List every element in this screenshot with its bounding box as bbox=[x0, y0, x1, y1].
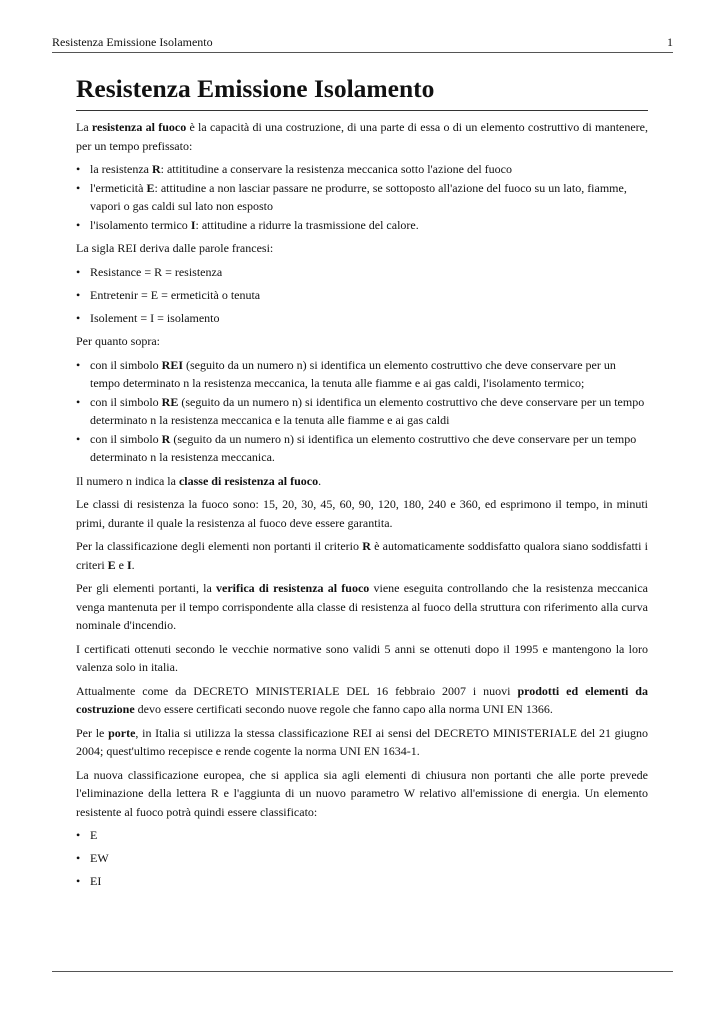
bold-term: classe di resistenza al fuoco bbox=[178, 473, 319, 488]
text: con il simbolo bbox=[90, 357, 162, 372]
paragraph: I certificati ottenuti secondo le vecchie normative sono validi 5 anni se ottenuti dopo il 1995 e mantengono la loro valenza solo in italia. bbox=[76, 641, 648, 674]
page-number: 1 bbox=[667, 35, 673, 49]
list-item bbox=[76, 356, 648, 393]
bold-term: I bbox=[190, 217, 196, 232]
text: Per gli elementi portanti, la bbox=[76, 581, 217, 595]
text: : attitudine a non lasciar passare ne produrre, se sottoposto all'azione del fuoco su un lato, fiamme, vapori o gas caldi sul lato non esposto bbox=[90, 180, 627, 213]
text: la resistenza bbox=[90, 162, 152, 176]
text: . bbox=[131, 557, 135, 572]
running-header bbox=[52, 34, 673, 53]
text: : attitudine a ridurre la trasmissione del calore. bbox=[195, 217, 419, 232]
bold-term: E bbox=[107, 557, 116, 572]
text: è la capacità di una costruzione, di una parte di essa o di un elemento costruttivo di mantenere, per un tempo prefissato: bbox=[76, 120, 649, 153]
list-item: • E bbox=[76, 826, 648, 845]
text: La bbox=[76, 120, 92, 134]
running-header-title: Resistenza Emissione Isolamento bbox=[52, 35, 213, 49]
text: e bbox=[115, 557, 127, 572]
text: è automaticamente soddisfatto qualora siano soddisfatti i criteri bbox=[76, 539, 648, 572]
list-item: • Entretenir = E = ermeticità o tenuta bbox=[76, 286, 648, 305]
bold-term: verifica di resistenza al fuoco bbox=[216, 581, 370, 595]
paragraph bbox=[76, 537, 648, 574]
paragraph bbox=[76, 724, 648, 761]
text: con il simbolo bbox=[90, 431, 162, 446]
bold-term: REI bbox=[161, 357, 184, 372]
list-item bbox=[76, 430, 648, 467]
text: , in Italia si utilizza la stessa classificazione REI ai sensi del DECRETO MINISTERIALE del 21 giugno 2004; quest'ultimo recepisce e rende cogente la norma UNI EN 1634-1. bbox=[76, 725, 649, 758]
text: : attititudine a conservare la resistenza meccanica sotto l'azione del fuoco bbox=[160, 162, 512, 176]
bold-term: resistenza al fuoco bbox=[91, 120, 187, 134]
text: Per le bbox=[76, 725, 109, 740]
bold-term: I bbox=[127, 557, 132, 572]
text: con il simbolo bbox=[90, 394, 162, 409]
paragraph bbox=[76, 472, 648, 491]
bold-term: porte bbox=[108, 725, 136, 740]
text: . bbox=[318, 473, 322, 488]
text: viene eseguita controllando che la resistenza meccanica venga mantenuta per il tempo corrispondente alla classe di resistenza al fuoco della struttura con riferimento alla curva nominale d'incendio. bbox=[76, 581, 648, 632]
text: devo essere certificati secondo nuove regole che fanno capo alla norma UNI EN 1366. bbox=[134, 702, 553, 716]
intro-paragraph bbox=[76, 118, 648, 155]
list-item: • Isolement = I = isolamento bbox=[76, 309, 648, 328]
list-item: • Resistance = R = resistenza bbox=[76, 263, 648, 282]
bold-term: R bbox=[161, 431, 171, 446]
text: Il numero n indica la bbox=[76, 473, 179, 488]
symbols-list bbox=[76, 356, 648, 467]
bold-term: prodotti ed elementi da costruzione bbox=[76, 683, 648, 716]
french-words-list bbox=[76, 263, 648, 328]
paragraph: La sigla REI deriva dalle parole francesi: bbox=[76, 241, 274, 255]
paragraph: Per quanto sopra: bbox=[76, 334, 160, 348]
document-body bbox=[76, 70, 648, 896]
list-item bbox=[76, 216, 648, 235]
text: (seguito da un numero n) si identifica un elemento costruttivo che deve conservare per un tempo determinato n la resistenza meccanica. bbox=[90, 431, 637, 464]
text: (seguito da un numero n) si identifica un elemento costruttivo che deve conservare per un tempo determinato n la resistenza meccanica e la tenuta alle fiamme e ai gas caldi bbox=[90, 394, 645, 427]
bold-term: RE bbox=[161, 394, 179, 409]
list-item bbox=[76, 160, 648, 179]
classification-list bbox=[76, 826, 648, 891]
list-item bbox=[76, 179, 648, 216]
bold-term: R bbox=[151, 162, 161, 176]
list-item: • EW bbox=[76, 849, 648, 868]
text: l'isolamento termico bbox=[90, 217, 191, 232]
footer-divider bbox=[52, 971, 673, 972]
text: Attualmente come da DECRETO MINISTERIALE DEL 16 febbraio 2007 i nuovi bbox=[76, 683, 518, 698]
properties-list bbox=[76, 160, 648, 234]
paragraph bbox=[76, 682, 648, 719]
paragraph bbox=[76, 579, 648, 635]
page-title: Resistenza Emissione Isolamento bbox=[76, 70, 648, 111]
bold-term: R bbox=[362, 539, 371, 553]
text: Per la classificazione degli elementi non portanti il criterio bbox=[76, 539, 363, 553]
text: l'ermeticità bbox=[90, 180, 147, 195]
paragraph: La nuova classificazione europea, che si applica sia agli elementi di chiusura non portanti che alle porte prevede l'eliminazione della lettera R e l'aggiunta di un nuovo parametro W relativo all'emissione di energia. Un elemento resistente al fuoco potrà quindi essere classificato: bbox=[76, 767, 648, 819]
list-item: • EI bbox=[76, 872, 648, 891]
text: (seguito da un numero n) si identifica un elemento costruttivo che deve conservare per un tempo determinato n la resistenza meccanica, la tenuta alle fiamme e ai gas caldi, l'isolamento termico; bbox=[90, 357, 616, 390]
bold-term: E bbox=[146, 180, 155, 195]
paragraph: Le classi di resistenza la fuoco sono: 15, 20, 30, 45, 60, 90, 120, 180, 240 e 360, ed esprimono il tempo, in minuti primi, durante il quale la resistenza al fuoco deve essere garantita. bbox=[76, 497, 648, 530]
list-item bbox=[76, 393, 648, 430]
